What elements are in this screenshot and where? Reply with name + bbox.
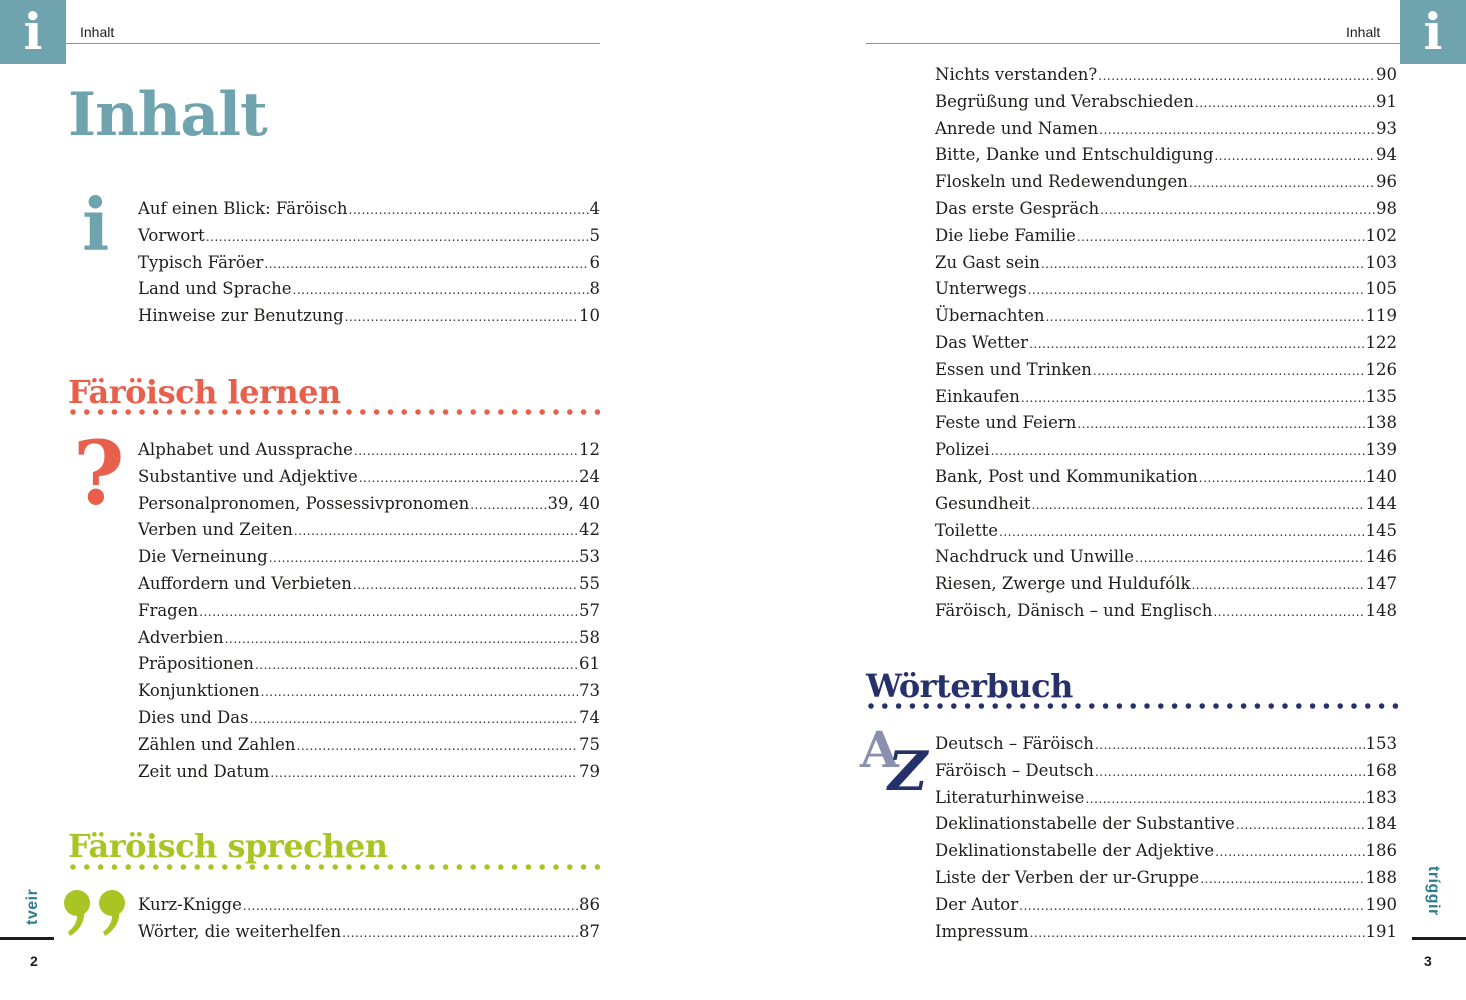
dot-leader	[269, 545, 578, 572]
toc-entry-title: Substantive und Adjektive	[138, 466, 358, 486]
dot-leader	[1099, 117, 1375, 144]
toc-entry-title: Fragen	[138, 600, 199, 620]
toc-entry-title: Deutsch – Färöisch	[935, 734, 1094, 753]
toc-entry-page: 96	[1376, 172, 1397, 192]
toc-entry-page: 139	[1365, 440, 1397, 460]
toc-entry-title: Begrüßung und Verabschieden	[935, 91, 1194, 111]
dot-leader	[353, 572, 578, 599]
toc-entry-title: Zu Gast sein	[935, 252, 1040, 272]
toc-entry-title: Riesen, Zwerge und Huldufólk	[935, 574, 1191, 594]
toc-entry[interactable]	[935, 785, 1397, 812]
toc-entry-title: Impressum	[935, 921, 1029, 941]
toc-entry-page: 4	[589, 199, 600, 218]
toc-entry-title: Gesundheit	[935, 493, 1031, 513]
toc-entry[interactable]	[138, 491, 600, 518]
toc-entry[interactable]	[138, 196, 600, 223]
toc-entry-title: Alphabet und Aussprache	[138, 440, 353, 459]
section-title-lernen: Färöisch lernen	[68, 373, 341, 411]
dot-leader	[359, 465, 578, 492]
dot-leader	[1029, 331, 1364, 358]
info-section-icon: i	[82, 182, 110, 267]
section-title-sprechen: Färöisch sprechen	[68, 827, 388, 865]
toc-entry[interactable]	[935, 357, 1397, 384]
section-title-woerterbuch: Wörterbuch	[866, 667, 1073, 705]
toc-entry-page: 135	[1365, 386, 1397, 406]
dot-leader	[261, 679, 578, 706]
toc-entry-title: Toilette	[935, 520, 999, 540]
toc-entry-title: Der Autor	[935, 894, 1019, 914]
toc-entry-page: 126	[1365, 359, 1397, 379]
dot-leader	[264, 251, 588, 278]
toc-list-lernen	[138, 437, 600, 785]
toc-entry-title: Floskeln und Redewendungen	[935, 172, 1188, 192]
toc-entry[interactable]	[935, 811, 1397, 838]
toc-entry-page: 6	[589, 252, 600, 272]
toc-entry[interactable]	[138, 517, 600, 544]
toc-entry-page: 146	[1365, 547, 1397, 567]
dotted-rule-woerterbuch	[868, 702, 1398, 710]
dot-leader	[199, 599, 578, 626]
toc-entry-title: Literaturhinweise	[935, 787, 1085, 807]
toc-entry[interactable]	[138, 705, 600, 732]
dot-leader	[1077, 224, 1365, 251]
toc-entry-page: 103	[1365, 252, 1397, 272]
toc-entry-page: 148	[1365, 600, 1397, 620]
toc-entry-page: 186	[1365, 841, 1397, 861]
dot-leader	[354, 438, 578, 465]
info-icon: i	[1423, 2, 1443, 61]
toc-entry-page: 73	[579, 681, 600, 701]
toc-entry[interactable]	[138, 919, 600, 946]
dot-leader	[270, 760, 578, 787]
toc-entry-page: 102	[1365, 225, 1397, 245]
toc-entry-page: 145	[1365, 520, 1397, 540]
dot-leader	[1191, 572, 1364, 599]
toc-entry-page: 86	[579, 895, 600, 914]
question-mark-icon: ?	[73, 421, 125, 525]
toc-list-woerterbuch	[935, 731, 1397, 945]
dot-leader	[1095, 759, 1365, 786]
toc-entry[interactable]	[138, 598, 600, 625]
toc-entry[interactable]	[935, 758, 1397, 785]
toc-entry[interactable]	[935, 437, 1397, 464]
toc-entry-page: 87	[579, 921, 600, 941]
toc-entry-title: Präpositionen	[138, 654, 254, 674]
dot-leader	[297, 733, 579, 760]
toc-entry[interactable]	[138, 303, 600, 330]
toc-entry-page: 140	[1365, 466, 1397, 486]
dot-leader	[1032, 492, 1365, 519]
toc-entry[interactable]	[935, 919, 1397, 946]
dot-leader	[243, 893, 578, 920]
toc-entry-title: Essen und Trinken	[935, 359, 1092, 379]
toc-entry-page: 5	[589, 225, 600, 245]
toc-entry-page: 39, 40	[547, 493, 600, 513]
toc-entry-title: Adverbien	[138, 627, 224, 647]
toc-entry-title: Zählen und Zahlen	[138, 734, 296, 754]
toc-entry[interactable]	[138, 437, 600, 464]
toc-entry[interactable]	[935, 169, 1397, 196]
dot-leader	[1021, 385, 1365, 412]
dot-leader	[1093, 358, 1365, 385]
letter-a-icon: A	[860, 720, 899, 779]
toc-entry[interactable]	[935, 89, 1397, 116]
toc-entry-page: 75	[579, 734, 600, 754]
toc-entry[interactable]	[138, 759, 600, 786]
toc-entry-title: Färöisch – Deutsch	[935, 760, 1094, 780]
toc-entry-title: Einkaufen	[935, 386, 1020, 406]
toc-entry-page: 105	[1365, 279, 1397, 299]
toc-entry[interactable]	[138, 544, 600, 571]
page-word-left: tveir	[24, 888, 41, 925]
toc-entry-title: Wörter, die weiterhelfen	[138, 921, 342, 941]
dot-leader	[1214, 143, 1375, 170]
toc-entry-page: 90	[1376, 65, 1397, 84]
dot-leader	[991, 438, 1365, 465]
toc-list-intro	[138, 196, 600, 330]
header-rule-right	[866, 43, 1400, 44]
dot-leader	[255, 652, 578, 679]
toc-entry-page: 8	[589, 279, 600, 299]
dot-leader	[1200, 866, 1364, 893]
info-tab-left	[0, 0, 66, 64]
toc-entry-page: 74	[579, 707, 600, 727]
toc-entry-page: 191	[1365, 921, 1397, 941]
toc-entry-page: 188	[1365, 867, 1397, 887]
toc-entry-page: 153	[1365, 734, 1397, 753]
toc-entry[interactable]	[935, 223, 1397, 250]
toc-entry-title: Nachdruck und Unwille	[935, 547, 1135, 567]
toc-entry-title: Auf einen Blick: Färöisch	[138, 199, 348, 218]
toc-entry[interactable]	[935, 303, 1397, 330]
toc-entry-title: Feste und Feiern	[935, 413, 1077, 433]
toc-entry-page: 57	[579, 600, 600, 620]
toc-entry-title: Färöisch, Dänisch – und Englisch	[935, 600, 1213, 620]
toc-entry-title: Bank, Post und Kommunikation	[935, 466, 1198, 486]
toc-entry-page: 94	[1376, 145, 1397, 165]
toc-entry[interactable]	[138, 276, 600, 303]
header-rule-left	[66, 43, 600, 44]
dot-leader	[1189, 170, 1375, 197]
toc-entry-title: Das erste Gespräch	[935, 198, 1100, 218]
toc-entry[interactable]	[935, 464, 1397, 491]
dot-leader	[293, 277, 589, 304]
dot-leader	[1095, 732, 1365, 759]
dot-leader	[999, 519, 1364, 546]
toc-entry-title: Auffordern und Verbieten	[138, 573, 352, 593]
toc-entry-page: 119	[1365, 306, 1397, 326]
toc-entry-page: 98	[1376, 198, 1397, 218]
toc-entry-title: Zeit und Datum	[138, 761, 270, 781]
toc-entry[interactable]	[138, 678, 600, 705]
dot-leader	[1045, 304, 1364, 331]
page-number-right: 3	[1424, 953, 1432, 969]
dot-leader	[1199, 465, 1365, 492]
toc-entry-page: 58	[579, 627, 600, 647]
toc-entry[interactable]	[935, 865, 1397, 892]
toc-entry[interactable]	[935, 838, 1397, 865]
dot-leader	[1019, 893, 1364, 920]
dot-leader	[1195, 90, 1375, 117]
toc-entry-title: Deklinationstabelle der Adjektive	[935, 841, 1215, 861]
toc-entry[interactable]	[138, 223, 600, 250]
toc-entry[interactable]	[138, 571, 600, 598]
toc-entry-title: Das Wetter	[935, 332, 1029, 352]
toc-entry-page: 183	[1365, 787, 1397, 807]
toc-entry-title: Unterwegs	[935, 279, 1027, 299]
toc-entry-page: 122	[1365, 332, 1397, 352]
dot-leader	[345, 304, 578, 331]
toc-entry-title: Polizei	[935, 440, 990, 460]
toc-entry[interactable]	[935, 384, 1397, 411]
toc-entry-page: 10	[579, 306, 600, 326]
toc-entry[interactable]	[935, 276, 1397, 303]
toc-entry-page: 12	[579, 440, 600, 459]
toc-entry-page: 24	[579, 466, 600, 486]
dot-leader	[342, 920, 578, 947]
page-number-left: 2	[30, 953, 38, 969]
dot-leader	[1085, 786, 1364, 813]
toc-entry-page: 93	[1376, 118, 1397, 138]
page-title: Inhalt	[68, 80, 267, 150]
toc-entry[interactable]	[935, 142, 1397, 169]
toc-entry-title: Land und Sprache	[138, 279, 292, 299]
toc-entry-title: Die liebe Familie	[935, 225, 1076, 245]
toc-entry-title: Die Verneinung	[138, 547, 268, 567]
dot-leader	[225, 626, 578, 653]
dot-leader	[250, 706, 578, 733]
footer-rule-left	[0, 937, 54, 940]
dot-leader	[470, 492, 546, 519]
dotted-rule-sprechen	[70, 863, 600, 871]
dot-leader	[294, 518, 578, 545]
dot-leader	[1100, 197, 1375, 224]
toc-entry-title: Typisch Färöer	[138, 252, 264, 272]
toc-entry[interactable]	[935, 410, 1397, 437]
dot-leader	[1028, 277, 1365, 304]
dot-leader	[349, 197, 589, 224]
running-header-right: Inhalt	[1346, 24, 1381, 40]
dotted-rule-lernen	[70, 408, 600, 416]
toc-entry[interactable]	[935, 544, 1397, 571]
info-tab-right	[1400, 0, 1466, 64]
dot-leader	[1041, 251, 1365, 278]
toc-entry-page: 61	[579, 654, 600, 674]
toc-entry-title: Konjunktionen	[138, 681, 260, 701]
dot-leader	[1236, 812, 1365, 839]
toc-list-sprechen	[138, 892, 600, 946]
toc-entry-page: 79	[579, 761, 600, 781]
toc-entry-page: 190	[1365, 894, 1397, 914]
toc-entry[interactable]	[935, 518, 1397, 545]
toc-entry[interactable]	[935, 196, 1397, 223]
toc-entry-title: Deklinationstabelle der Substantive	[935, 814, 1235, 834]
toc-entry[interactable]	[138, 250, 600, 277]
toc-entry-title: Anrede und Namen	[935, 118, 1099, 138]
toc-entry[interactable]	[935, 330, 1397, 357]
running-header-left: Inhalt	[80, 24, 115, 40]
info-icon: i	[23, 2, 43, 61]
toc-entry-page: 53	[579, 547, 600, 567]
toc-entry[interactable]	[935, 250, 1397, 277]
letter-z-icon: Z	[888, 739, 928, 803]
toc-entry[interactable]	[935, 571, 1397, 598]
toc-entry-title: Bitte, Danke und Entschuldigung	[935, 145, 1214, 165]
toc-entry-title: Personalpronomen, Possessivpronomen	[138, 493, 470, 513]
toc-entry[interactable]	[935, 62, 1397, 89]
dot-leader	[1215, 839, 1364, 866]
toc-entry-title: Kurz-Knigge	[138, 895, 242, 914]
toc-entry-title: Verben und Zeiten	[138, 520, 293, 540]
toc-entry[interactable]	[138, 892, 600, 919]
footer-rule-right	[1412, 937, 1466, 940]
toc-entry-page: 147	[1365, 574, 1397, 594]
dot-leader	[206, 224, 589, 251]
toc-entry[interactable]	[935, 892, 1397, 919]
toc-entry-title: Vorwort	[138, 225, 205, 245]
dot-leader	[1098, 63, 1375, 90]
toc-entry-page: 144	[1365, 493, 1397, 513]
toc-entry-title: Hinweise zur Benutzung	[138, 306, 344, 326]
toc-entry-page: 184	[1365, 814, 1397, 834]
page-word-right: tríggir	[1425, 866, 1442, 916]
toc-entry-page: 168	[1365, 760, 1397, 780]
toc-entry-title: Nichts verstanden?	[935, 65, 1098, 84]
toc-entry-page: 138	[1365, 413, 1397, 433]
dot-leader	[1077, 411, 1364, 438]
toc-entry[interactable]	[138, 732, 600, 759]
quote-marks-icon	[62, 888, 132, 938]
dot-leader	[1213, 599, 1364, 626]
toc-entry[interactable]	[935, 598, 1397, 625]
toc-entry-page: 91	[1376, 91, 1397, 111]
toc-entry-title: Übernachten	[935, 306, 1045, 326]
toc-entry-title: Liste der Verben der ur-Gruppe	[935, 867, 1200, 887]
toc-entry-page: 55	[579, 573, 600, 593]
toc-list-sprechen-continued	[935, 62, 1397, 625]
toc-entry[interactable]	[935, 116, 1397, 143]
toc-entry[interactable]	[935, 731, 1397, 758]
toc-entry[interactable]	[935, 491, 1397, 518]
toc-entry-title: Dies und Das	[138, 707, 249, 727]
dot-leader	[1135, 545, 1364, 572]
dot-leader	[1030, 920, 1365, 947]
toc-entry[interactable]	[138, 651, 600, 678]
toc-entry[interactable]	[138, 464, 600, 491]
toc-entry[interactable]	[138, 625, 600, 652]
toc-entry-page: 42	[579, 520, 600, 540]
